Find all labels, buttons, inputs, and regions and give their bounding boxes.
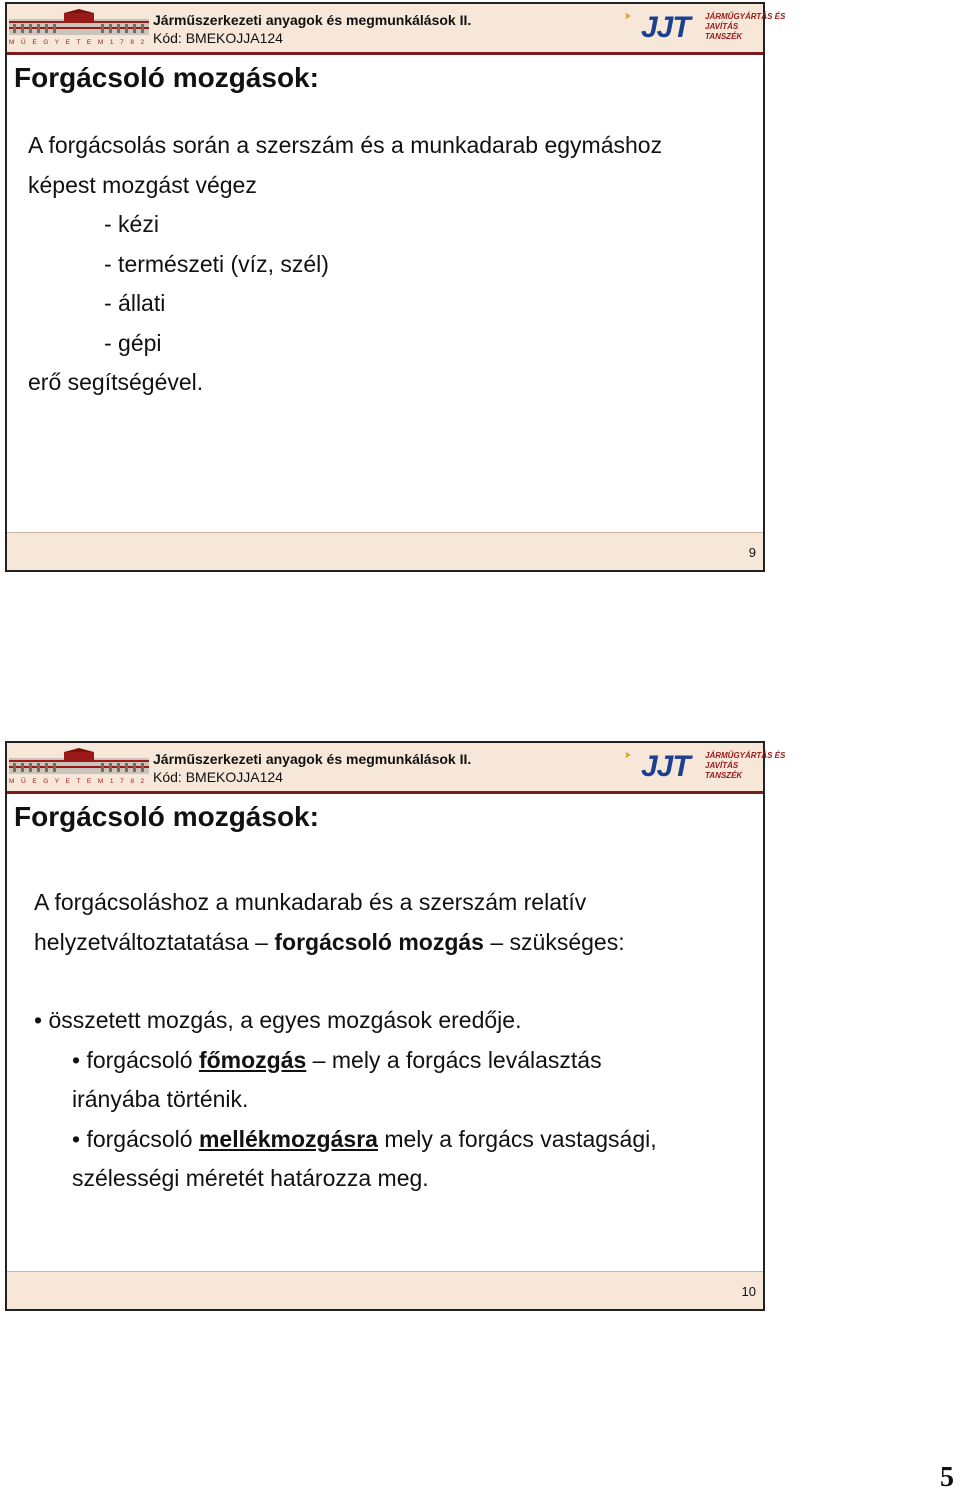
- course-title: Járműszerkezeti anyagok és megmunkálások II.: [153, 12, 472, 28]
- slide-10: [5, 741, 786, 1311]
- intro-text: – szükséges:: [483, 928, 625, 955]
- list-item-gepi: - gépi: [104, 329, 162, 356]
- department-logo-letters: JJT: [641, 11, 690, 44]
- slide-9: [5, 2, 786, 572]
- department-logo-line1: JÁRMŰGYÁRTÁS ÉS: [705, 12, 786, 21]
- slide-body: [28, 126, 662, 403]
- sub-bullet-item: [34, 1041, 657, 1081]
- slide-footer: [7, 1271, 763, 1309]
- slide-page-number: 9: [748, 545, 756, 560]
- intro-text: helyzetváltoztatatása –: [34, 928, 275, 955]
- course-code: Kód: BMEKOJJA124: [153, 30, 283, 46]
- list-item-kezi: - kézi: [104, 211, 159, 237]
- university-logo: [9, 750, 149, 784]
- department-logo: [621, 7, 786, 45]
- intro-line: [34, 923, 625, 963]
- star-icon: [625, 13, 631, 19]
- slide-title: Forgácsoló mozgások:: [14, 62, 319, 93]
- slide-page-number: 10: [741, 1284, 756, 1299]
- department-logo-line3: TANSZÉK: [705, 771, 743, 780]
- sub-bullet-item: [34, 1120, 657, 1160]
- course-code: Kód: BMEKOJJA124: [153, 769, 283, 785]
- department-logo-line3: TANSZÉK: [705, 32, 743, 41]
- sub-bullet-text: • forgácsoló: [72, 1125, 199, 1152]
- university-logo-caption: M Ű E G Y E T E M 1 7 8 2: [9, 778, 147, 785]
- list-item-allati: - állati: [104, 290, 166, 316]
- slide-header: [7, 743, 786, 794]
- bullet-list: [34, 1001, 657, 1199]
- department-logo-line2: JAVÍTÁS: [705, 761, 739, 770]
- bullet-item: • összetett mozgás, a egyes mozgások eredője.: [34, 1007, 522, 1033]
- star-icon: [625, 752, 631, 758]
- university-logo-caption: M Ű E G Y E T E M 1 7 8 2: [9, 39, 147, 46]
- slide-footer: [7, 532, 763, 570]
- sub-bullet-text: mely a forgács vastagsági,: [377, 1125, 657, 1152]
- department-logo-line2: JAVÍTÁS: [705, 22, 739, 31]
- term-mellekmozgas: mellékmozgásra: [198, 1125, 378, 1152]
- department-logo-line1: JÁRMŰGYÁRTÁS ÉS: [705, 751, 786, 760]
- body-line: erő segítségével.: [28, 369, 204, 395]
- term-fomozgas: főmozgás: [198, 1046, 307, 1073]
- course-title: Járműszerkezeti anyagok és megmunkálások II.: [153, 751, 472, 767]
- slide-header: [7, 4, 786, 55]
- sub-bullet-continuation: szélességi méretét határozza meg.: [72, 1165, 429, 1191]
- sub-bullet-text: • forgácsoló: [72, 1046, 199, 1073]
- sub-bullet-text: – mely a forgács leválasztás: [306, 1046, 602, 1073]
- slide-body: [34, 883, 625, 962]
- slide-title: Forgácsoló mozgások:: [14, 801, 319, 832]
- body-line: képest mozgást végez: [28, 171, 257, 198]
- department-logo: [621, 746, 786, 784]
- university-logo: [9, 11, 149, 45]
- sheet-page-number: 5: [940, 1462, 954, 1493]
- intro-line: A forgácsoláshoz a munkadarab és a szerszám relatív: [34, 889, 587, 915]
- sub-bullet-continuation: irányába történik.: [72, 1086, 249, 1112]
- list-item-termeszeti: - természeti (víz, szél): [104, 250, 329, 277]
- department-logo-letters: JJT: [641, 750, 690, 783]
- term-forgacsolo-mozgas: forgácsoló mozgás: [274, 928, 484, 955]
- body-line: A forgácsolás során a szerszám és a munkadarab egymáshoz: [28, 132, 663, 158]
